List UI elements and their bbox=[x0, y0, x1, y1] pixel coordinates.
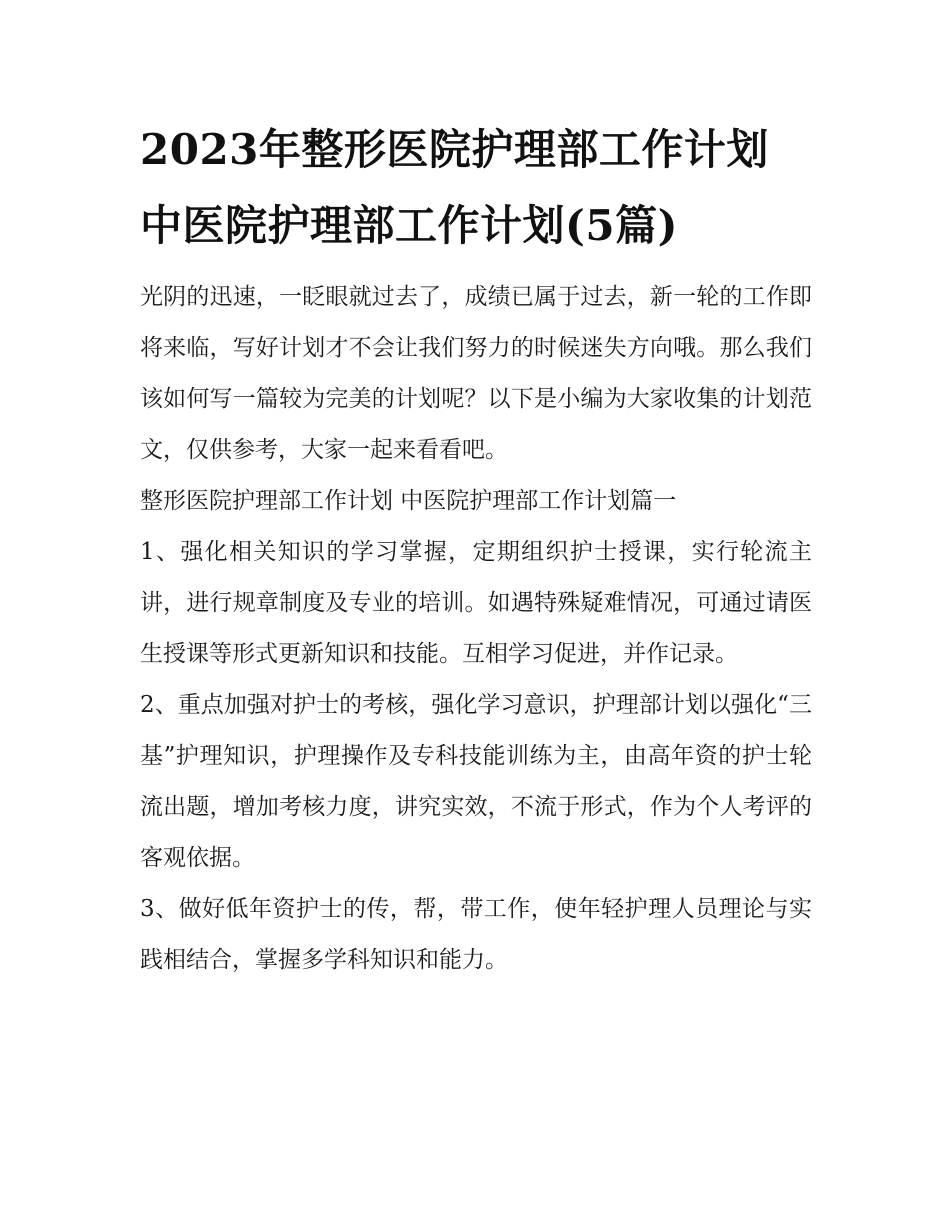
intro-paragraph: 光阴的迅速，一眨眼就过去了，成绩已属于过去，新一轮的工作即将来临，写好计划才不会让我们努力的时候迷失方向哦。那么我们该如何写一篇较为完美的计划呢？以下是小编为大家收集的计划范文，仅供参考，大家一起来看看吧。 bbox=[140, 284, 812, 463]
list-item: 1、强化相关知识的学习掌握，定期组织护士授课，实行轮流主讲，进行规章制度及专业的培训。如遇特殊疑难情况，可通过请医生授课等形式更新知识和技能。互相学习促进，并作记录。 bbox=[140, 539, 812, 667]
section-heading: 整形医院护理部工作计划 中医院护理部工作计划篇一 bbox=[140, 488, 677, 514]
document-body bbox=[140, 112, 812, 986]
list-item: 3、做好低年资护士的传，帮，带工作，使年轻护理人员理论与实践相结合，掌握多学科知识和能力。 bbox=[140, 896, 812, 973]
list-item: 2、重点加强对护士的考核，强化学习意识，护理部计划以强化“三基”护理知识，护理操作及专科技能训练为主，由高年资的护士轮流出题，增加考核力度，讲究实效，不流于形式，作为个人考评的客观依据。 bbox=[140, 692, 812, 871]
document-title: 2023年整形医院护理部工作计划 中医院护理部工作计划(5篇) bbox=[140, 125, 769, 250]
